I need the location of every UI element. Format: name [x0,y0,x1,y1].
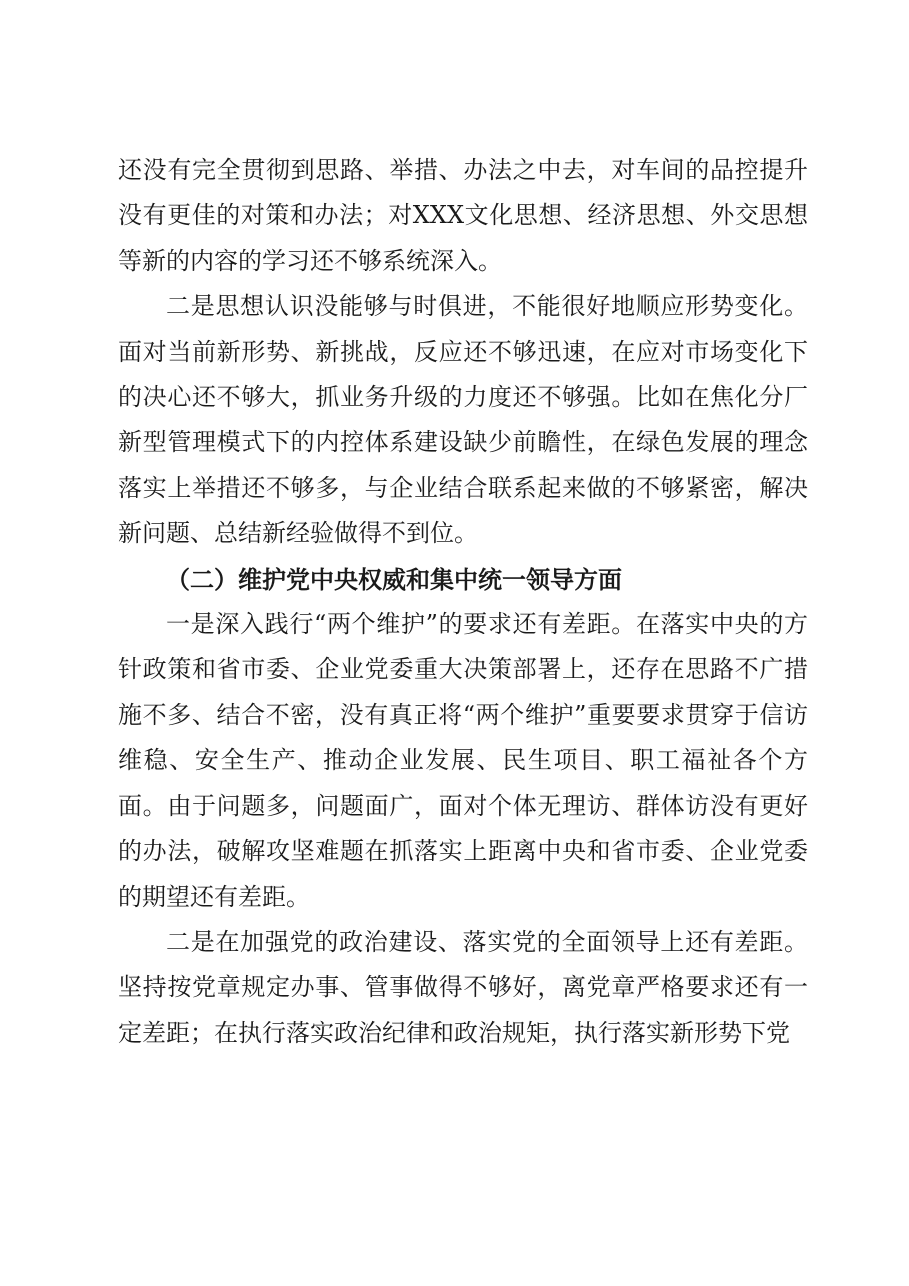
paragraph-party-leadership: 二是在加强党的政治建设、落实党的全面领导上还有差距。坚持按党章规定办事、管事做得不够好，离党章严格要求还有一定差距；在执行落实政治纪律和政治规矩，执行落实新形势下党 [118,927,808,1047]
paragraph-continuation: 还没有完全贯彻到思路、举措、办法之中去，对车间的品控提升没有更佳的对策和办法；对XXX文化思想、经济思想、外交思想等新的内容的学习还不够系统深入。 [118,156,808,275]
section-heading: （二）维护党中央权威和集中统一领导方面 [166,564,622,594]
paragraph-two-maintenances: 一是深入践行“两个维护”的要求还有差距。在落实中央的方针政策和省市委、企业党委重大决策部署上，还存在思路不广措施不多、结合不密，没有真正将“两个维护”重要要求贯穿于信访维稳、安全生产、推动企业发展、民生项目、职工福祉各个方面。由于问题多，问题面广，面对个体无理访、群体访没有更好的办法，破解攻坚难题在抓落实上距离中央和省市委、企业党委的期望还有差距。 [118,610,808,911]
paragraph-thought-not-keeping-pace: 二是思想认识没能够与时俱进，不能很好地顺应形势变化。面对当前新形势、新挑战，反应还不够迅速，在应对市场变化下的决心还不够大，抓业务升级的力度还不够强。比如在焦化分厂新型管理模式下的内控体系建设缺少前瞻性，在绿色发展的理念落实上举措还不够多，与企业结合联系起来做的不够紧密，解决新问题、总结新经验做得不到位。 [118,292,808,548]
document-body [118,148,808,1056]
